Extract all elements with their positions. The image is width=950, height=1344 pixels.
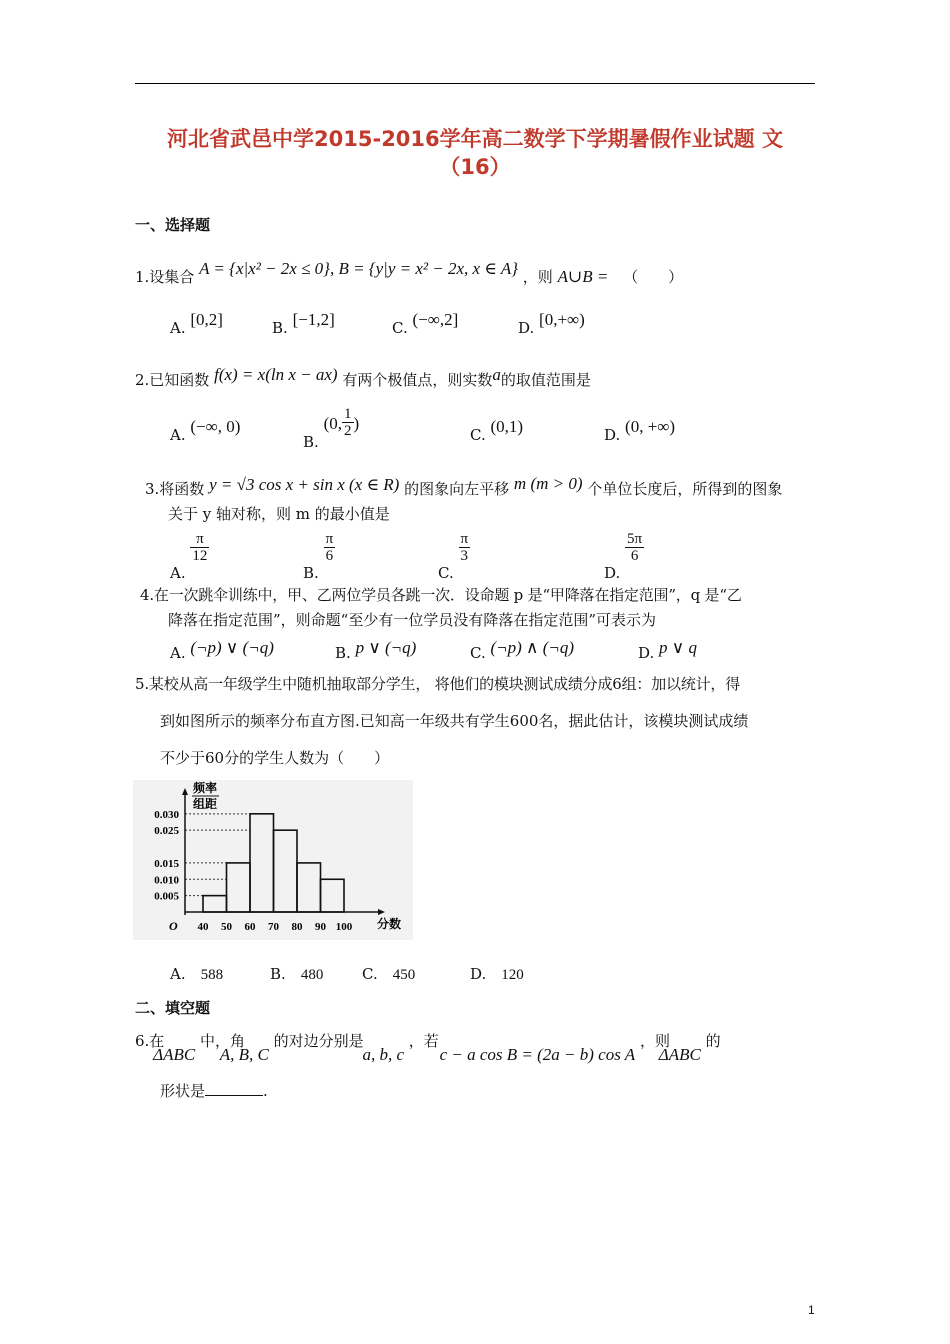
question-3: 3.将函数 y = √3 cos x + sin x (x ∈ R) 的图象向左平移 m (m > 0) 个单位长度后，所得到的图象 bbox=[145, 474, 783, 498]
y-tick-label: 0.030 bbox=[154, 808, 179, 821]
page-number: 1 bbox=[808, 1303, 815, 1317]
question-1 bbox=[135, 259, 684, 287]
q2-option-c: C. (0,1) bbox=[470, 417, 524, 444]
q5-option-c: C. 450 bbox=[362, 965, 416, 983]
question-1-paren: （ ） bbox=[623, 268, 684, 286]
q2-option-d: D. (0, +∞) bbox=[604, 417, 676, 444]
q4-option-a: A. (¬p) ∨ (¬q) bbox=[170, 638, 274, 662]
y-tick-label: 0.005 bbox=[154, 890, 179, 903]
q2-option-b: B. (0, $\frac{1}{2}$ ) bbox=[303, 406, 360, 451]
x-tick-label: 50 bbox=[221, 921, 232, 933]
question-2: 2.已知函数 f(x) = x(ln x − ax) 有两个极值点，则实数a的取值范围是 bbox=[135, 365, 591, 389]
y-label-top: 频率 bbox=[193, 781, 218, 795]
origin-label: O bbox=[169, 919, 178, 933]
x-tick-label: 80 bbox=[291, 921, 303, 933]
x-tick-label: 100 bbox=[335, 921, 353, 933]
question-1-sets: A = {x|x² − 2x ≤ 0}, B = {y|y = x² − 2x, x ∈ A} bbox=[199, 259, 519, 278]
question-5-line3: 不少于60分的学生人数为（ ） bbox=[160, 749, 390, 767]
q4-option-c: C. (¬p) ∧ (¬q) bbox=[470, 638, 575, 662]
q5-option-a: A. 588 bbox=[170, 965, 224, 983]
q3-option-a: A. $\frac{\pi}{12}$ bbox=[170, 531, 208, 582]
section-heading-fill: 二、填空题 bbox=[135, 999, 211, 1017]
question-4-line2: 降落在指定范围”，则命题“至少有一位学员没有降落在指定范围”可表示为 bbox=[168, 611, 657, 629]
x-tick-label: 70 bbox=[268, 921, 279, 933]
question-1-mid: ，则 bbox=[522, 268, 553, 286]
q4-option-d: D. p ∨ q bbox=[638, 638, 697, 662]
q1-option-b: B. [−1,2] bbox=[272, 310, 335, 337]
answer-blank[interactable] bbox=[205, 1083, 263, 1096]
page-title-number: （16） bbox=[439, 155, 511, 179]
question-1-prefix: 1.设集合 bbox=[135, 268, 195, 286]
section-heading-choice: 一、选择题 bbox=[135, 216, 211, 234]
x-tick-label: 90 bbox=[315, 921, 326, 933]
q1-option-c: C. (−∞,2] bbox=[392, 310, 459, 337]
question-2-formula: f(x) = x(ln x − ax) bbox=[214, 365, 338, 384]
y-tick-label: 0.025 bbox=[154, 825, 179, 838]
q5-option-b: B. 480 bbox=[270, 965, 324, 983]
y-tick-label: 0.015 bbox=[154, 857, 179, 870]
page-title: 河北省武邑中学2015-2016学年高二数学下学期暑假作业试题 文 bbox=[167, 127, 783, 151]
question-5-line2: 到如图所示的频率分布直方图.已知高一年级共有学生600名，据此估计，该模块测试成绩 bbox=[160, 712, 749, 730]
frequency-histogram bbox=[133, 780, 413, 940]
question-3-formula: y = √3 cos x + sin x (x ∈ R) bbox=[209, 475, 400, 494]
q1-option-d: D. [0,+∞) bbox=[518, 310, 585, 337]
question-6: 6.在 ΔABC 中，角 A, B, C 的对边分别是 a, b, c ，若 c − a cos B = (2a − b) cos A ，则 ΔABC 的 bbox=[135, 1032, 721, 1064]
q3-option-c: C. $\frac{\pi}{3}$ bbox=[438, 531, 469, 582]
question-6-line2: 形状是 . bbox=[160, 1082, 268, 1100]
question-5-line1: 5.某校从高一年级学生中随机抽取部分学生， 将他们的模块测试成绩分成6组：加以统计，得 bbox=[135, 675, 741, 693]
x-tick-label: 40 bbox=[197, 921, 209, 933]
header-rule bbox=[135, 83, 815, 84]
question-1-expr: A∪B = bbox=[557, 267, 609, 286]
x-tick-label: 60 bbox=[244, 921, 256, 933]
q5-option-d: D. 120 bbox=[470, 965, 524, 983]
y-label-bottom: 组距 bbox=[193, 797, 218, 811]
y-tick-label: 0.010 bbox=[154, 874, 179, 887]
x-axis-label: 分数 bbox=[377, 917, 402, 931]
q4-option-b: B. p ∨ (¬q) bbox=[335, 638, 417, 662]
question-4-line1: 4.在一次跳伞训练中，甲、乙两位学员各跳一次．设命题 p 是“甲降落在指定范围”，q 是“乙 bbox=[140, 586, 742, 604]
q3-option-b: B. $\frac{\pi}{6}$ bbox=[303, 531, 334, 582]
q2-option-a: A. (−∞, 0) bbox=[170, 417, 241, 444]
q3-option-d: D. $\frac{5\pi}{6}$ bbox=[604, 531, 643, 582]
question-3-line2: 关于 y 轴对称，则 m 的最小值是 bbox=[168, 505, 390, 523]
q1-option-a: A. [0,2] bbox=[170, 310, 223, 337]
question-6-equation: c − a cos B = (2a − b) cos A bbox=[439, 1045, 636, 1064]
